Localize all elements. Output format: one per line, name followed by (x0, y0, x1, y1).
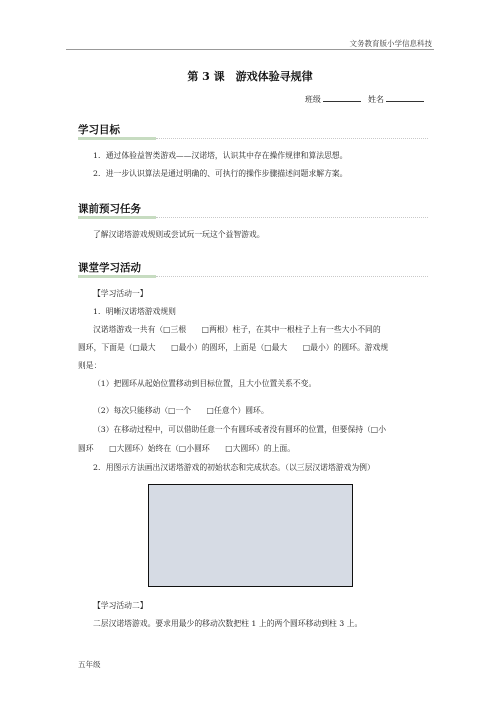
activity2-label: 【学习活动二】 (93, 601, 148, 610)
class-blank (323, 93, 361, 102)
name-blank (386, 93, 424, 102)
rule-line-2: 圆环，下面是（□最大 □最小）的圆环，上面是（□最大 □最小）的圆环。游戏规 (78, 343, 389, 352)
publisher-header: 文务教育版小学信息科技 (349, 39, 432, 48)
rule-c-line-1: （3）在移动过程中，可以借助任意一个有圆环或者没有圆环的位置，但要保持（□小 (93, 425, 387, 434)
goal-item-1: 1．通过体验益智类游戏——汉诺塔，认识其中存在操作规律和算法思想。 (93, 151, 348, 160)
section-heading-preview: 课前预习任务 (78, 203, 141, 215)
step2-title: 2．用图示方法画出汉诺塔游戏的初始状态和完成状态。（以三层汉诺塔游戏为例） (93, 463, 375, 472)
step1-title: 1．明晰汉诺塔游戏规则 (93, 307, 176, 316)
activity2-text: 二层汉诺塔游戏。要求用最少的移动次数把柱 1 上的两个圆环移动到柱 3 上。 (93, 619, 363, 628)
name-label: 姓名 (368, 95, 384, 104)
section-dots-activities (156, 276, 428, 277)
header-divider (66, 49, 434, 50)
section-heading-activities: 课堂学习活动 (78, 262, 141, 274)
lesson-title: 第 3 课 游戏体验寻规律 (187, 70, 313, 83)
section-dots-goals (156, 138, 428, 139)
footer-grade: 五年级 (78, 660, 101, 669)
rule-a: （1）把圆环从起始位置移动到目标位置，且大小位置关系不变。 (93, 379, 317, 388)
rule-line-3: 则是： (78, 361, 102, 370)
preview-text: 了解汉诺塔游戏规则或尝试玩一玩这个益智游戏。 (93, 230, 265, 239)
class-name-line (305, 93, 426, 105)
rule-line-1: 汉诺塔游戏一共有（□三根 □两根）柱子，在其中一根柱子上有一些大小不同的 (93, 325, 381, 334)
rule-b: （2）每次只能移动（□一个 □任意个）圆环。 (93, 406, 269, 415)
section-bar-activities (78, 275, 156, 278)
class-label: 班级 (304, 95, 321, 104)
activity1-label: 【学习活动一】 (93, 289, 148, 298)
drawing-area-box[interactable] (148, 484, 353, 587)
rule-c-line-2: 圆环 □大圆环）始终在（□小圆环 □大圆环）的上面。 (78, 444, 296, 453)
section-bar-goals (78, 137, 156, 140)
goal-item-2: 2．进一步认识算法是通过明确的、可执行的操作步骤描述问题求解方案。 (93, 169, 348, 178)
section-dots-preview (156, 217, 428, 218)
section-bar-preview (78, 216, 156, 219)
section-heading-goals: 学习目标 (78, 124, 120, 136)
